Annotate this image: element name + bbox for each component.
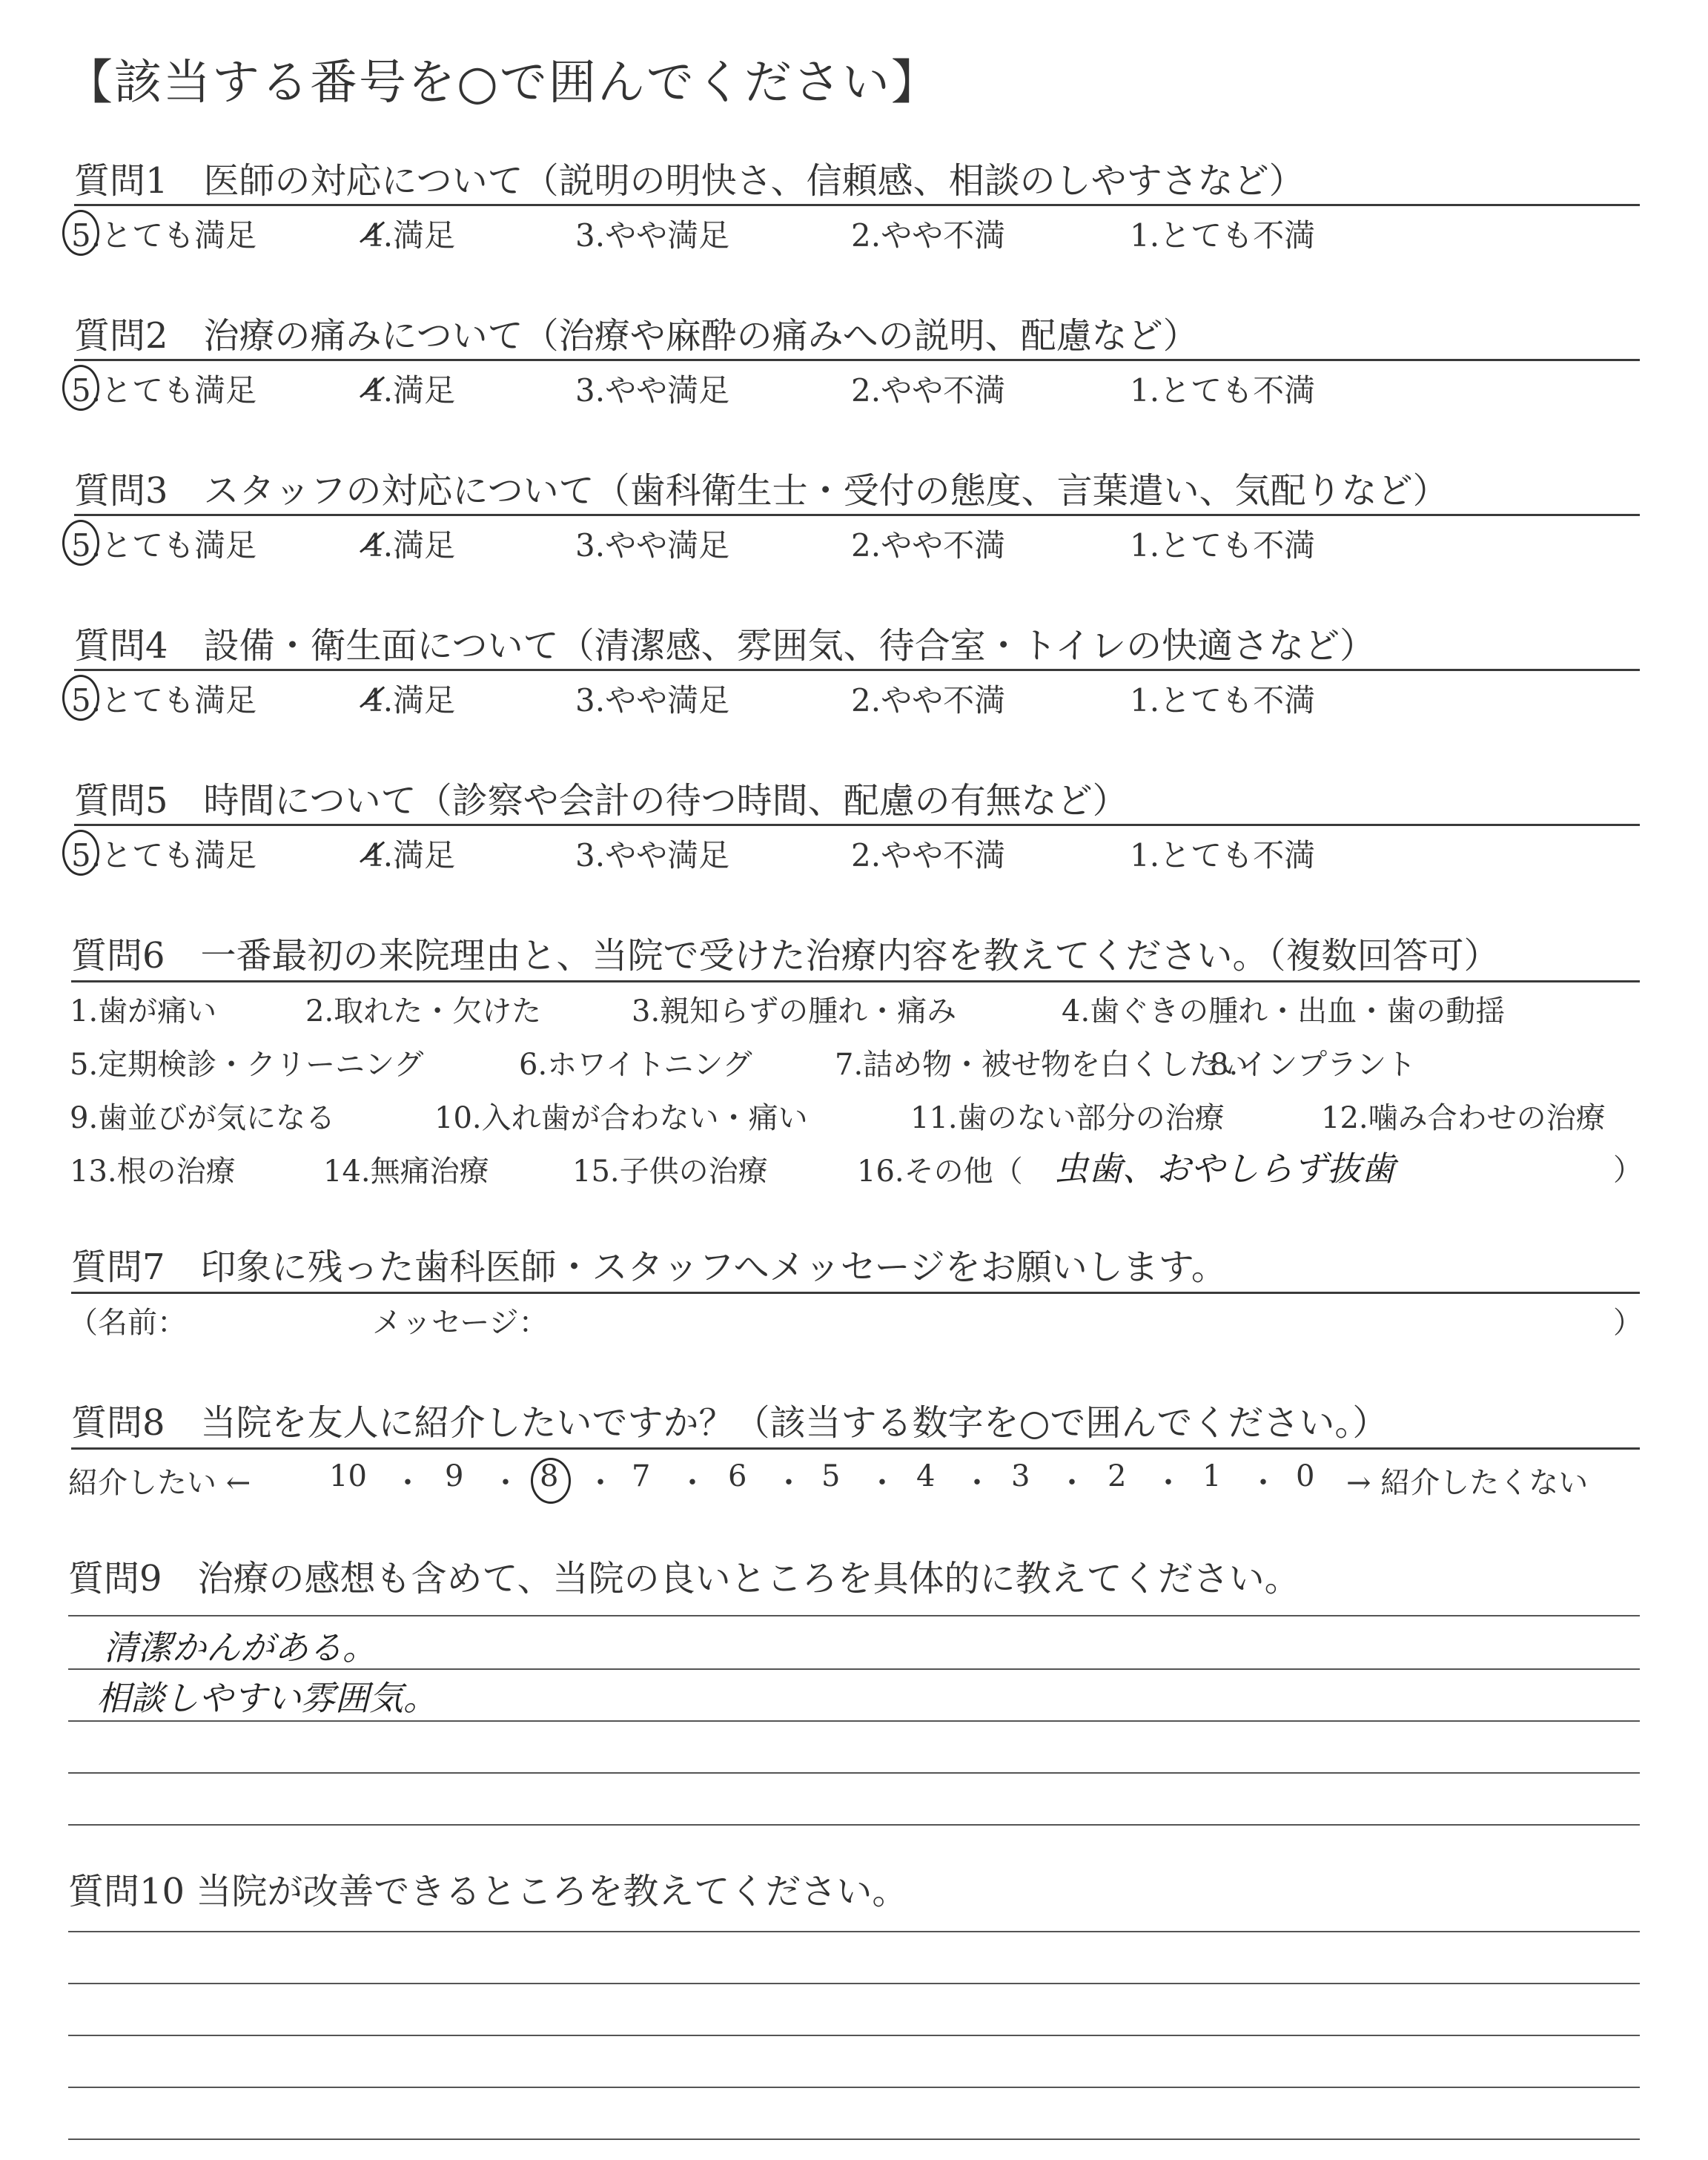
q7-close-paren: ） [1613,1306,1643,1340]
q8-separator-dot: ・ [678,1466,707,1500]
q6-option-4[interactable]: 4.歯ぐきの腫れ・出血・歯の動揺 [1062,994,1506,1028]
q3-option-4[interactable]: 4.満足 [363,527,456,564]
q8-separator-dot: ・ [1057,1466,1087,1500]
q9-answer-1[interactable]: 清潔かんがある。 [104,1628,377,1668]
q9-line-3 [68,1720,1640,1722]
q6-option-5[interactable]: 5.定期検診・クリーニング [70,1048,424,1082]
q8-separator-dot: ・ [1248,1466,1278,1500]
q1-rule [74,204,1640,206]
q8-separator-dot: ・ [1153,1466,1183,1500]
q8-scale-9[interactable]: 9 [445,1459,464,1493]
q6-option-11[interactable]: 11.歯のない部分の治療 [910,1101,1225,1135]
q6-option-7[interactable]: 7.詰め物・被せ物を白くしたい [835,1048,1249,1082]
q4-option-2[interactable]: 2.やや不満 [851,682,1006,719]
q8-scale-4[interactable]: 4 [916,1459,936,1493]
q8-scale-6[interactable]: 6 [728,1459,747,1493]
q5-option-3[interactable]: 3.やや満足 [575,837,730,873]
q4-rule [74,669,1640,671]
q9-heading: 質問9 治療の感想も含めて、当院の良いところを具体的に教えてください。 [68,1558,1300,1599]
q4-selection-circle [62,675,99,721]
q5-option-2[interactable]: 2.やや不満 [851,837,1006,873]
q8-separator-dot: ・ [867,1466,897,1500]
q3-heading: 質問3 スタッフの対応について（歯科衛生士・受付の態度、言葉遣い、気配りなど） [74,470,1449,512]
q2-option-5[interactable]: 5.とても満足 [71,372,257,409]
q3-option-1[interactable]: 1.とても不満 [1130,527,1316,564]
q10-line-5 [68,2138,1640,2140]
q10-line-3 [68,2035,1640,2036]
q4-option-5[interactable]: 5.とても満足 [71,682,257,719]
q8-scale-7[interactable]: 7 [632,1459,651,1493]
q8-separator-dot: ・ [586,1466,615,1500]
q7-name-label: （名前： [68,1306,187,1340]
q9-line-4 [68,1772,1640,1774]
q6-option-9[interactable]: 9.歯並びが気になる [70,1101,336,1135]
q1-option-1[interactable]: 1.とても不満 [1130,217,1316,254]
q6-option-3[interactable]: 3.親知らずの腫れ・痛み [632,994,957,1028]
q4-option-4[interactable]: 4.満足 [363,682,456,719]
q2-option-4[interactable]: 4.満足 [363,372,456,409]
q6-option-6[interactable]: 6.ホワイトニング [519,1048,752,1082]
q2-selection-circle [62,365,99,411]
q2-rule [74,359,1640,361]
q5-option-5[interactable]: 5.とても満足 [71,837,257,873]
q8-heading: 質問8 当院を友人に紹介したいですか？（該当する数字を○で囲んでください。） [71,1402,1388,1444]
q1-heading: 質問1 医師の対応について（説明の明快さ、信頼感、相談のしやすさなど） [74,160,1305,202]
q6-option-1[interactable]: 1.歯が痛い [70,994,217,1028]
q8-scale-0[interactable]: 0 [1296,1459,1315,1493]
q1-option-3[interactable]: 3.やや満足 [575,217,730,254]
q4-option-3[interactable]: 3.やや満足 [575,682,730,719]
q8-separator-dot: ・ [393,1466,423,1500]
q10-line-2 [68,1983,1640,1984]
q1-option-5[interactable]: 5.とても満足 [71,217,257,254]
q4-option-1[interactable]: 1.とても不満 [1130,682,1316,719]
q10-heading: 質問10 当院が改善できるところを教えてください。 [68,1871,908,1912]
q6-option-15[interactable]: 15.子供の治療 [572,1155,768,1189]
q6-option-8[interactable]: 8.インプラント [1210,1048,1417,1082]
q6-option-10[interactable]: 10.入れ歯が合わない・痛い [434,1101,808,1135]
q1-option-2[interactable]: 2.やや不満 [851,217,1006,254]
q8-right-label: → 紹介したくない [1346,1466,1589,1500]
q5-option-4[interactable]: 4.満足 [363,837,456,873]
q8-separator-dot: ・ [962,1466,992,1500]
q6-option-16[interactable]: 16.その他（ [857,1155,1023,1189]
q1-option-4[interactable]: 4.満足 [363,217,456,254]
q3-option-3[interactable]: 3.やや満足 [575,527,730,564]
page-title: 【該当する番号を○で囲んでください】 [65,56,940,110]
q8-selection-circle [531,1458,571,1504]
q6-other-answer[interactable]: 虫歯、おやしらず抜歯 [1054,1149,1395,1189]
q10-line-4 [68,2087,1640,2088]
q8-separator-dot: ・ [774,1466,804,1500]
q6-close-paren: ） [1613,1153,1643,1187]
q8-scale-1[interactable]: 1 [1202,1459,1222,1493]
q10-line-1 [68,1931,1640,1932]
q8-scale-8[interactable]: 8 [540,1459,559,1493]
q7-rule [71,1292,1640,1294]
q2-option-3[interactable]: 3.やや満足 [575,372,730,409]
q5-option-1[interactable]: 1.とても不満 [1130,837,1316,873]
q8-scale-5[interactable]: 5 [821,1459,841,1493]
q4-heading: 質問4 設備・衛生面について（清潔感、雰囲気、待合室・トイレの快適さなど） [74,625,1376,667]
q3-option-5[interactable]: 5.とても満足 [71,527,257,564]
q2-heading: 質問2 治療の痛みについて（治療や麻酔の痛みへの説明、配慮など） [74,315,1199,357]
q8-separator-dot: ・ [491,1466,520,1500]
q6-heading: 質問6 一番最初の来院理由と、当院で受けた治療内容を教えてください。（複数回答可） [71,935,1500,977]
q3-selection-circle [62,520,99,566]
q9-line-1 [68,1615,1640,1616]
q5-selection-circle [62,830,99,876]
q6-option-2[interactable]: 2.取れた・欠けた [305,994,542,1028]
q6-option-12[interactable]: 12.噛み合わせの治療 [1321,1101,1606,1135]
q2-option-1[interactable]: 1.とても不満 [1130,372,1316,409]
q7-message-label: メッセージ： [372,1306,549,1340]
q8-scale-3[interactable]: 3 [1011,1459,1030,1493]
q8-scale-2[interactable]: 2 [1108,1459,1127,1493]
q9-answer-2[interactable]: 相談しやすい雰囲気。 [96,1678,437,1718]
q2-option-2[interactable]: 2.やや不満 [851,372,1006,409]
q1-selection-circle [62,210,99,256]
q5-heading: 質問5 時間について（診察や会計の待つ時間、配慮の有無など） [74,780,1128,822]
q6-rule [71,980,1640,982]
q3-rule [74,514,1640,516]
q7-heading: 質問7 印象に残った歯科医師・スタッフへメッセージをお願いします。 [71,1246,1227,1288]
q8-scale-10[interactable]: 10 [329,1459,367,1493]
q6-option-13[interactable]: 13.根の治療 [70,1155,236,1189]
q3-option-2[interactable]: 2.やや不満 [851,527,1006,564]
q8-left-label: 紹介したい ← [68,1466,251,1500]
q9-line-5 [68,1824,1640,1826]
q8-rule [71,1447,1640,1450]
q5-rule [74,824,1640,826]
q6-option-14[interactable]: 14.無痛治療 [323,1155,489,1189]
